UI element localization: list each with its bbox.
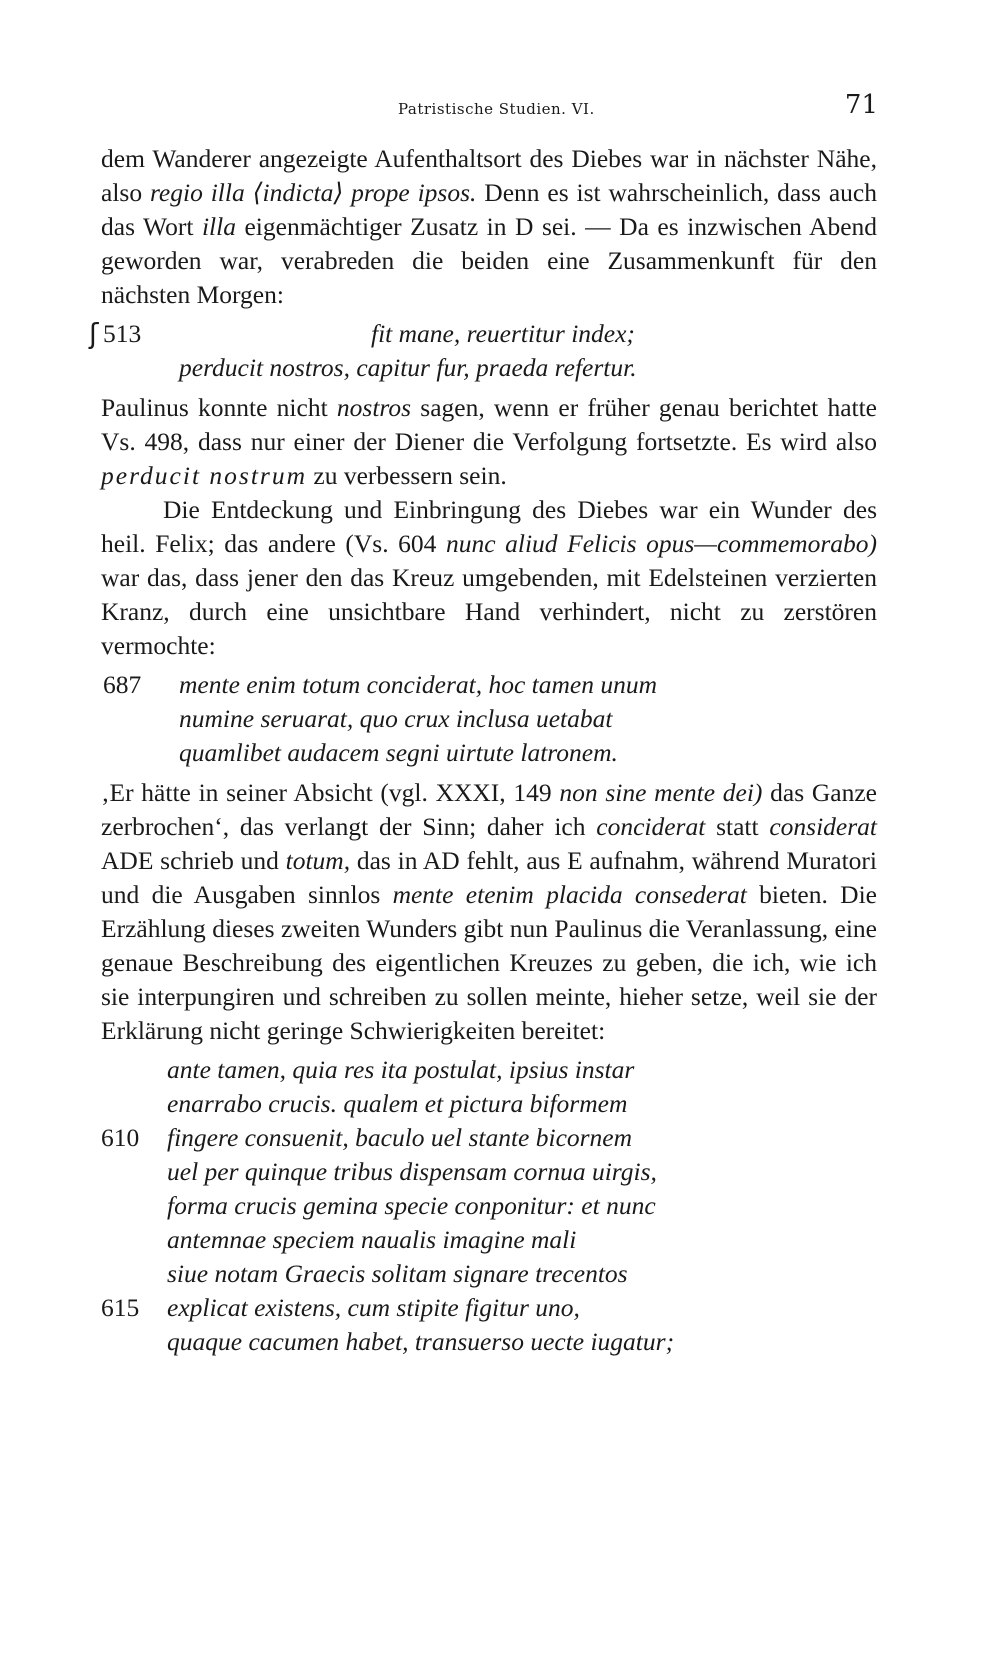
text-run: dem Wanderer angezeigte Aufenthaltsort des Diebes war in nächster Nähe, also <box>101 144 877 207</box>
text-run: bieten. Die Erzählung dieses zweiten Wunders gibt nun Paulinus die Veranlassung, eine genaue Beschreibung des eigentlichen Kreuzes zu geben, die ich, wie ich sie interpungiren und schreiben zu sollen meinte, hieher setze, weil sie der Erklärung nicht geringe Schwierigkeiten bereitet: <box>101 880 877 1045</box>
latin-word: considerat <box>769 812 878 841</box>
verse-line <box>101 1087 877 1121</box>
text-run: zu verbessern sein. <box>307 461 507 490</box>
verse-text: fingere consuenit, baculo uel stante bicornem <box>167 1123 633 1152</box>
text-run: Paulinus konnte nicht <box>101 393 337 422</box>
line-number: 615 <box>101 1293 140 1322</box>
verse-line <box>89 317 877 351</box>
page-number: 71 <box>844 90 878 120</box>
verse-line <box>101 1155 877 1189</box>
handwritten-mark: ʃ <box>89 317 99 350</box>
verse-line <box>101 1053 877 1087</box>
latin-word: conciderat <box>596 812 706 841</box>
text-run: ‚Er hätte in seiner Absicht (vgl. XXXI, 149 <box>101 778 560 807</box>
verse-line <box>101 351 877 385</box>
line-number: 687 <box>103 670 142 699</box>
verse-text: numine seruarat, quo crux inclusa uetabat <box>179 704 613 733</box>
line-number: 610 <box>101 1123 140 1152</box>
paragraph-3 <box>101 493 877 663</box>
text-run: sagen, wenn er früher genau berichtet hatte Vs. 498, dass nur einer der Diener die Verfolgung fortsetzte. Es wird also <box>101 393 877 456</box>
latin-quote: regio illa ⟨indicta⟩ prope ipsos. <box>149 178 477 207</box>
verse-text: quaque cacumen habet, transuerso uecte iugatur; <box>167 1327 675 1356</box>
paragraph-4 <box>101 776 877 1048</box>
verse-line <box>101 1121 877 1155</box>
verse-text: fit mane, reuertitur index; <box>371 319 635 348</box>
verse-text: explicat existens, cum stipite figitur uno, <box>167 1293 580 1322</box>
running-title: Patristische Studien. VI. <box>398 100 595 118</box>
verse-text: quamlibet audacem segni uirtute latronem. <box>179 738 618 767</box>
verse-line <box>101 1257 877 1291</box>
latin-quote: mente etenim placida consederat <box>392 880 747 909</box>
verse-text: antemnae speciem naualis imagine mali <box>167 1225 577 1254</box>
verse-block-1 <box>89 317 877 385</box>
text-run: war das, dass jener den das Kreuz umgebenden, mit Edelsteinen verzierten Kranz, durch eine unsichtbare Hand verhindert, nicht zu zerstören vermochte: <box>101 563 877 660</box>
text-run: statt <box>705 812 770 841</box>
latin-word: illa <box>201 212 236 241</box>
verse-line <box>101 668 877 702</box>
verse-line <box>101 1189 877 1223</box>
verse-line <box>101 736 877 770</box>
verse-line <box>101 702 877 736</box>
latin-word: perducit nostrum <box>101 461 308 490</box>
latin-word: nostros <box>336 393 412 422</box>
verse-text: mente enim totum conciderat, hoc tamen unum <box>179 670 658 699</box>
paragraph-1 <box>101 142 877 312</box>
verse-text: ante tamen, quia res ita postulat, ipsius instar <box>167 1055 635 1084</box>
latin-quote: non sine mente dei) <box>559 778 763 807</box>
latin-quote: nunc aliud Felicis opus—commemorabo) <box>445 529 877 558</box>
latin-word: totum, <box>285 846 351 875</box>
text-run: das Ganze zerbrochen‘, das verlangt der Sinn; daher ich <box>101 778 878 841</box>
verse-text: enarrabo crucis. qualem et pictura biformem <box>167 1089 628 1118</box>
verse-line <box>101 1325 877 1359</box>
paragraph-2 <box>101 391 877 493</box>
text-run: Denn es ist wahrscheinlich, dass auch das Wort <box>101 178 877 241</box>
verse-text: perducit nostros, capitur fur, praeda refertur. <box>179 353 637 382</box>
page-header <box>0 88 1000 128</box>
page-body <box>89 142 878 1365</box>
verse-text: siue notam Graecis solitam signare trecentos <box>167 1259 628 1288</box>
line-number: 513 <box>103 319 142 348</box>
text-run: das in AD fehlt, aus E aufnahm, während Muratori und die Ausgaben sinnlos <box>101 846 878 909</box>
text-run: eigenmächtiger Zusatz in D sei. — Da es inzwischen Abend geworden war, verabreden die beiden eine Zusammenkunft für den nächsten Morgen: <box>101 212 878 309</box>
verse-text: forma crucis gemina specie conponitur: et nunc <box>167 1191 656 1220</box>
verse-line <box>101 1223 877 1257</box>
verse-block-2 <box>101 668 877 770</box>
verse-block-3 <box>101 1053 877 1359</box>
verse-text: uel per quinque tribus dispensam cornua uirgis, <box>167 1157 657 1186</box>
text-run: ADE schrieb und <box>101 846 286 875</box>
verse-line <box>101 1291 877 1325</box>
text-run: Die Entdeckung und Einbringung des Diebes war ein Wunder des heil. Felix; das andere (Vs. 604 <box>101 495 877 558</box>
